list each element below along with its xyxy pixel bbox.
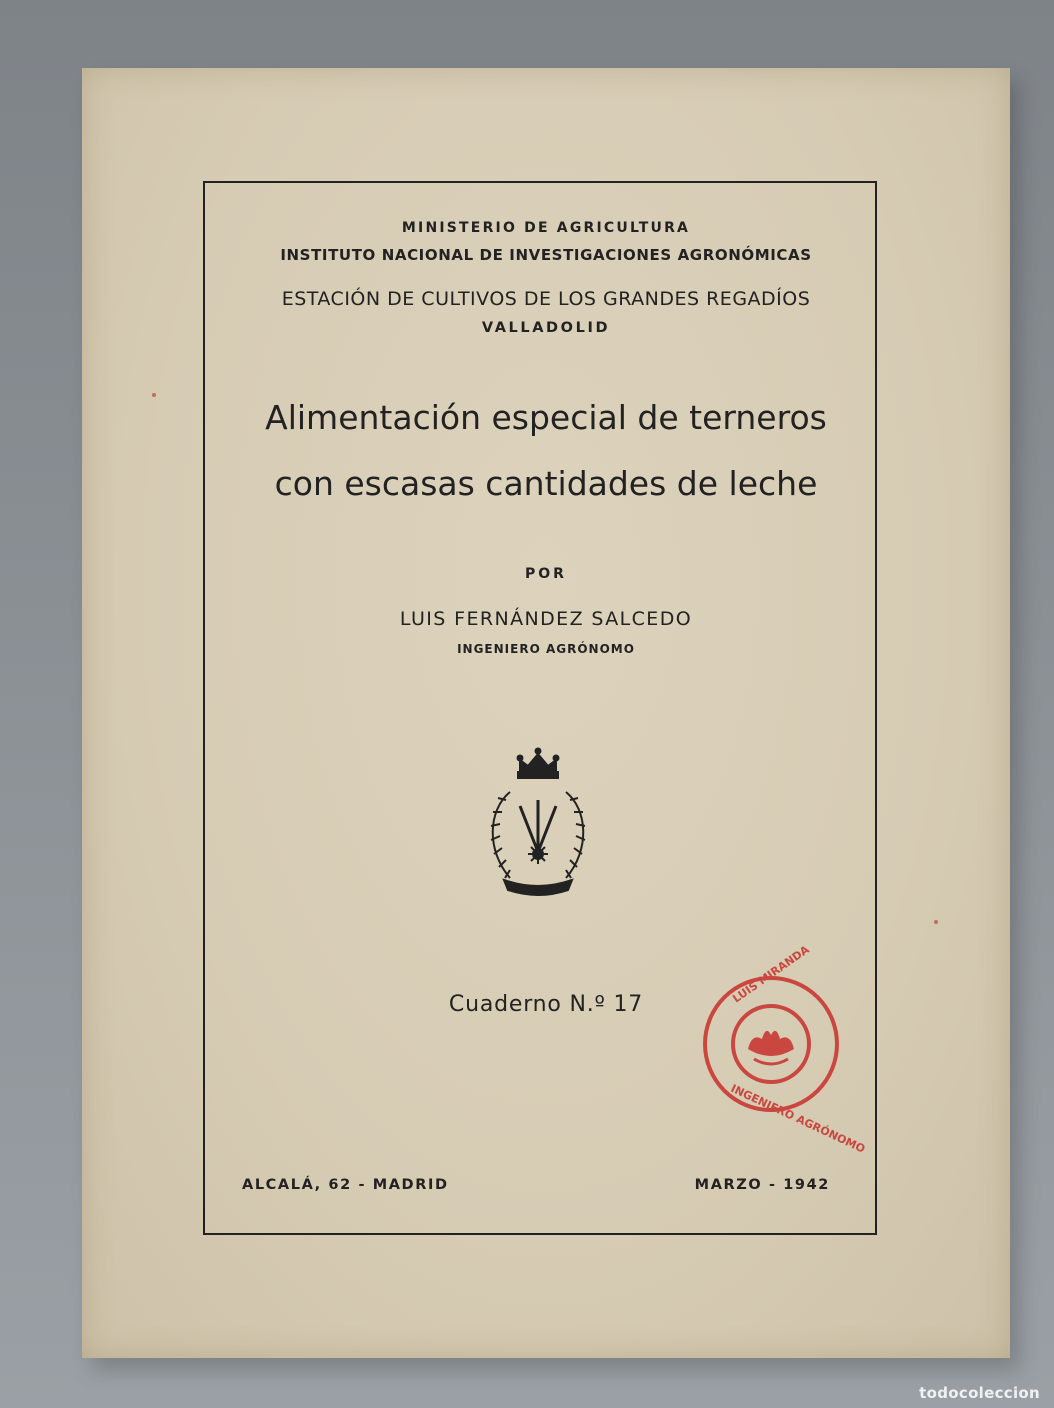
paper-spot xyxy=(152,393,156,397)
title-line-2: con escasas cantidades de leche xyxy=(274,464,818,503)
by-label: POR xyxy=(525,566,567,582)
svg-text:LUIS MIRANDA: LUIS MIRANDA xyxy=(730,943,812,1006)
ministry-heading: MINISTERIO DE AGRICULTURA xyxy=(401,220,691,236)
station-heading: ESTACIÓN DE CULTIVOS DE LOS GRANDES REGADÍOS xyxy=(281,288,811,310)
publisher-address: ALCALÁ, 62 - MADRID xyxy=(242,1177,449,1193)
city-heading: VALLADOLID xyxy=(481,320,611,336)
issue-number: Cuaderno N.º 17 xyxy=(448,992,644,1017)
publication-date: MARZO - 1942 xyxy=(694,1177,830,1193)
booklet-cover xyxy=(82,68,1010,1358)
title-line-1: Alimentación especial de terneros xyxy=(265,398,827,437)
author-role: INGENIERO AGRÓNOMO xyxy=(457,642,635,656)
institute-heading: INSTITUTO NACIONAL DE INVESTIGACIONES AGRONÓMICAS xyxy=(280,246,812,264)
watermark-text: todocoleccion xyxy=(919,1384,1040,1402)
library-stamp-icon xyxy=(700,943,868,1156)
crown-wreath-emblem-icon xyxy=(470,740,606,900)
paper-spot xyxy=(934,920,938,924)
author-name: LUIS FERNÁNDEZ SALCEDO xyxy=(399,608,693,630)
svg-text:INGENIERO AGRÓNOMO: INGENIERO AGRÓNOMO xyxy=(728,1081,868,1156)
